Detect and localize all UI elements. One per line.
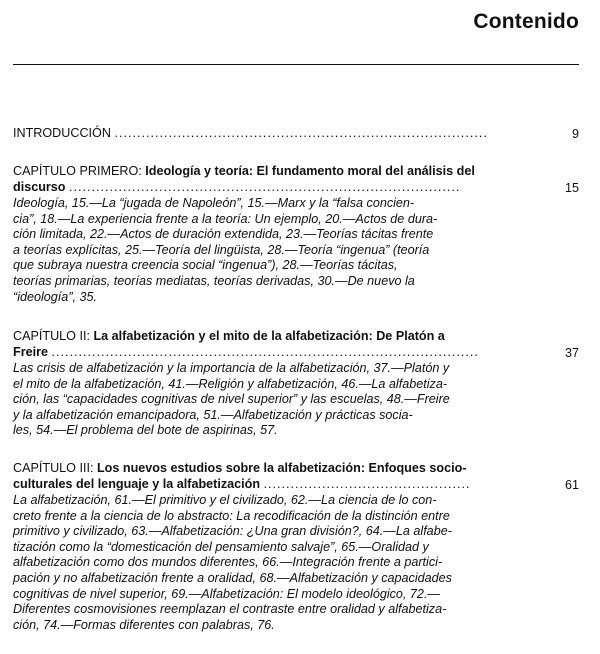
dot-leader: ............................................................................................... (51, 344, 479, 359)
description-line: teorías primarias, teorías mediatas, teorías derivadas, 30.—De nuevo la (13, 273, 415, 288)
toc-page-number: 37 (564, 346, 579, 360)
chapter-description (13, 196, 526, 305)
description-line: Las crisis de alfabetización y la importancia de la alfabetización, 37.—Platón y (13, 361, 450, 375)
chapter-title: Ideología y teoría: El fundamento moral del análisis del (145, 164, 475, 178)
description-line: y la alfabetización emancipadora, 51.—Alfabetización y prácticas socia- (13, 407, 413, 422)
description-line: “ideología”, 35. (13, 289, 98, 304)
chapter-title-cont: culturales del lenguaje y la alfabetización (13, 476, 261, 491)
chapter-prefix: CAPÍTULO PRIMERO: (13, 164, 142, 178)
toc-entry-capitulo-3 (13, 461, 525, 492)
description-line: alfabetización como dos mundos diferentes, 66.—Integración frente a partici- (13, 555, 443, 570)
toc-entry-capitulo-2 (13, 329, 525, 360)
description-line: primitivo y civilizado, 63.—Alfabetización: ¿Una gran división?, 64.—La alfabe- (13, 524, 452, 539)
description-line: les, 54.—El problema del bote de aspirinas, 57. (13, 423, 278, 438)
chapter-title-cont: discurso (13, 179, 66, 194)
description-line: Ideología, 15.—La “jugada de Napoleón”, 15.—Marx y la “falsa concien- (13, 196, 415, 210)
description-line: cia”, 18.—La experiencia frente a la teoría: Un ejemplo, 20.—Actos de dura- (13, 211, 438, 226)
toc-page-number: 9 (571, 127, 579, 141)
chapter-title-cont: Freire (13, 344, 49, 359)
dot-leader: .............................................. (263, 476, 471, 491)
toc-entry-label: INTRODUCCIÓN (13, 126, 111, 140)
description-line: el mito de la alfabetización, 41.—Religión y alfabetización, 46.—La alfabetiza- (13, 376, 448, 391)
description-line: creto frente a la ciencia de lo abstracto: La recodificación de la distinción entre (13, 508, 450, 523)
description-line: La alfabetización, 61.—El primitivo y el civilizado, 62.—La ciencia de lo con- (13, 493, 437, 507)
description-line: ción, 74.—Formas diferentes con palabras, 76. (13, 617, 275, 632)
dot-leader: ................................................................................... (114, 126, 488, 140)
chapter-description (13, 361, 526, 439)
page-title: Contenido (473, 10, 579, 33)
chapter-prefix: CAPÍTULO III: (13, 461, 94, 475)
chapter-title: Los nuevos estudios sobre la alfabetización: Enfoques socio- (96, 461, 467, 475)
description-line: ción, las “capacidades cognitivas de nivel superior” y las escuelas, 48.—Freire (13, 392, 450, 407)
description-line: que subraya nuestra creencia social “ingenua”), 28.—Teorías tácitas, (13, 258, 398, 273)
description-line: tización como la “domesticación del pensamiento salvaje”, 65.—Oralidad y (13, 539, 429, 554)
description-line: cognitivas de nivel superior, 69.—Alfabetización: El modelo ideológico, 72.— (13, 586, 441, 601)
toc-entry-introduccion (13, 126, 525, 142)
chapter-prefix: CAPÍTULO II: (13, 329, 90, 343)
description-line: Diferentes cosmovisiones reemplazan el contraste entre oralidad y alfabetiza- (13, 602, 447, 617)
toc-page-number: 15 (564, 181, 579, 195)
toc-page-number: 61 (564, 478, 579, 492)
description-line: a teorías explícitas, 25.—Teoría del lingüista, 28.—Teoría “ingenua” (teoría (13, 242, 430, 257)
chapter-title: La alfabetización y el mito de la alfabetización: De Platón a (93, 329, 445, 343)
toc-entry-capitulo-1 (13, 164, 525, 195)
description-line: ción limitada, 22.—Actos de duración extendida, 23.—Teorías tácitas frente (13, 227, 434, 242)
chapter-description (13, 493, 526, 633)
header-divider (13, 64, 579, 65)
description-line: pación y no alfabetización frente a oralidad, 68.—Alfabetización y capacidades (13, 570, 452, 585)
dot-leader: ....................................................................................... (69, 179, 461, 194)
